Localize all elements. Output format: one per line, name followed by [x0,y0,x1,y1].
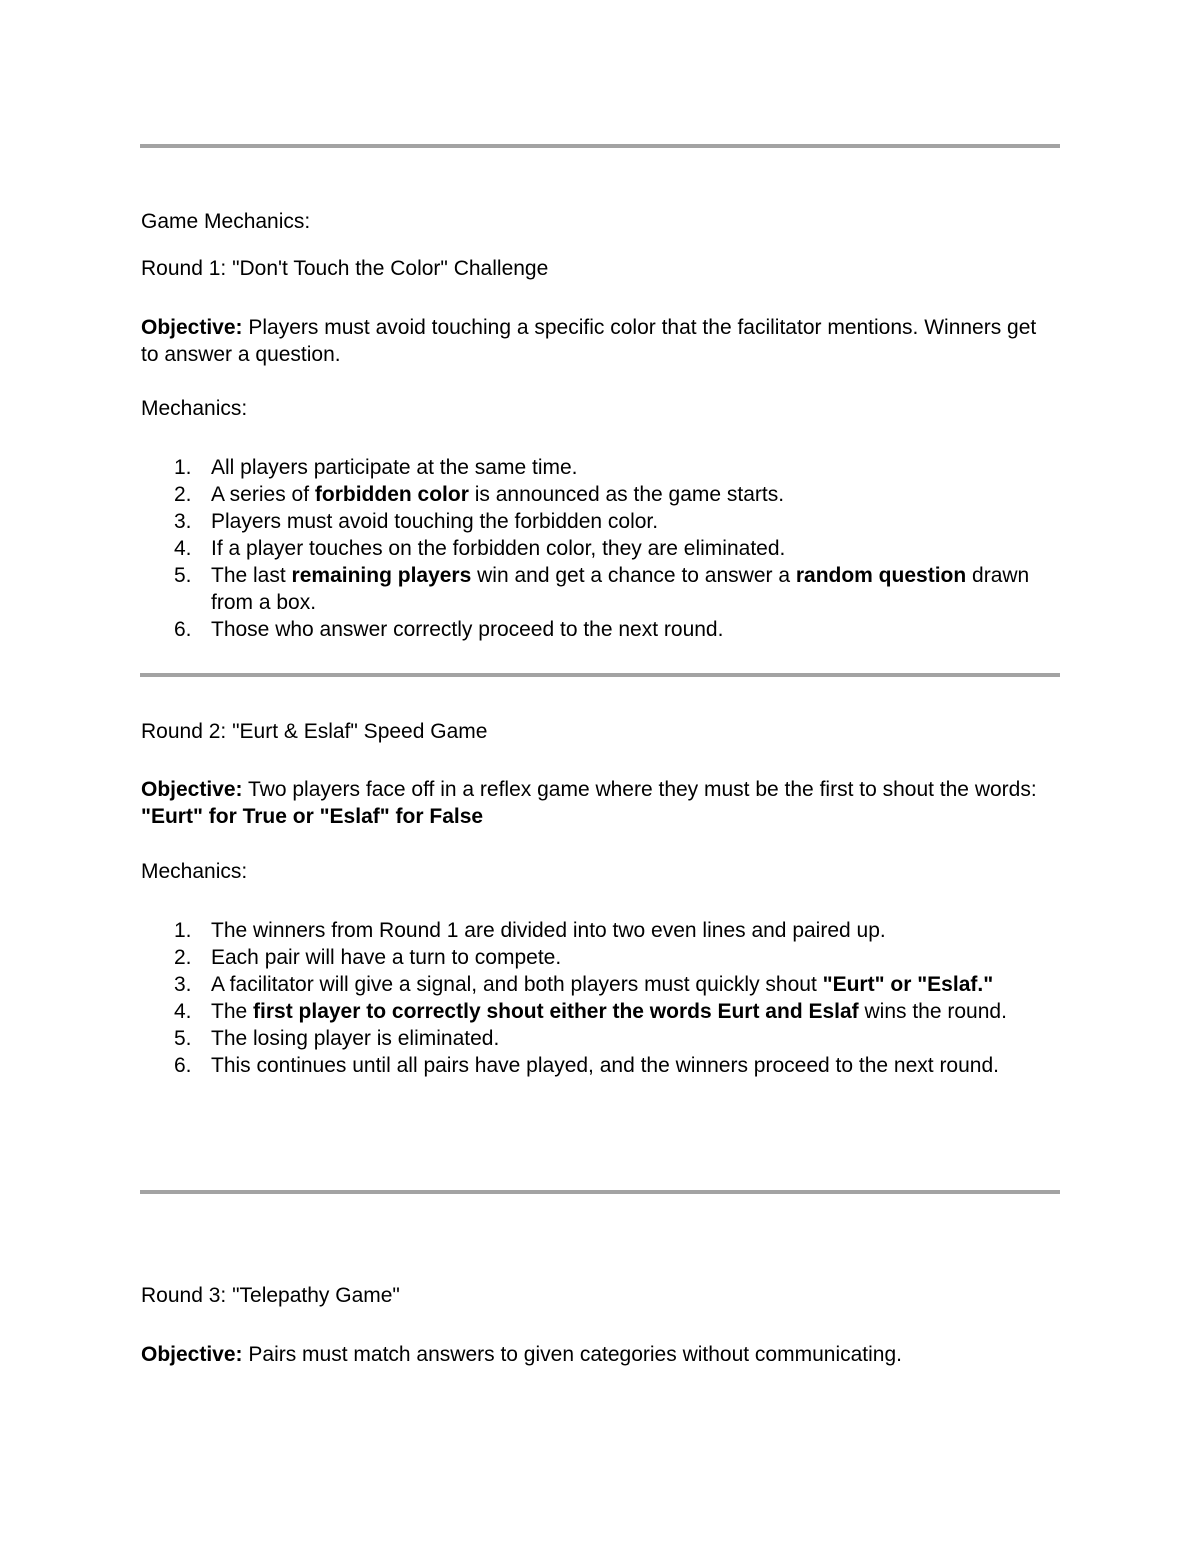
text: drawn from a box. [211,564,1030,614]
round2-objective [141,776,1041,830]
round3-objective-text: Pairs must match answers to given categories without communicating. [242,1343,902,1366]
bold-text: remaining players [291,564,472,587]
text: A facilitator will give a signal, and both players must quickly shout [211,973,823,996]
bold-text: first player to correctly shout either the words Eurt and Eslaf [253,1000,859,1023]
list-number: 5. [174,1027,192,1050]
round2-objective-bold: "Eurt" for True or "Eslaf" for False [141,805,484,828]
round1-divider [140,673,1060,677]
list-number: 1. [174,919,192,942]
round2-divider [140,1190,1060,1194]
text: All players participate at the same time. [211,456,578,479]
list-item [141,1052,1061,1079]
list-item [141,944,1061,971]
round3-title: Round 3: "Telepathy Game" [141,1284,400,1307]
round2-objective-label: Objective: [141,778,243,801]
text: Players must avoid touching the forbidden color. [211,510,659,533]
round1-objective [141,314,1041,368]
list-number: 2. [174,946,192,969]
text: The last [211,564,292,587]
bold-text: random question [795,564,967,587]
list-number: 4. [174,537,192,560]
list-number: 3. [174,510,192,533]
list-number: 1. [174,456,192,479]
list-item [141,562,1061,616]
text: win and get a chance to answer a [471,564,796,587]
text: Those who answer correctly proceed to the next round. [211,618,724,641]
text: If a player touches on the forbidden color, they are eliminated. [211,537,786,560]
list-number: 4. [174,1000,192,1023]
round1-objective-label: Objective: [141,316,243,339]
round1-title: Round 1: "Don't Touch the Color" Challenge [141,257,549,280]
text: This continues until all pairs have played, and the winners proceed to the next round. [211,1054,999,1077]
list-item [141,971,1061,998]
text: The losing player is eliminated. [211,1027,500,1050]
round2-title: Round 2: "Eurt & Eslaf" Speed Game [141,720,488,743]
round2-steps-list [141,917,1061,1079]
list-item [141,481,1061,508]
text: is announced as the game starts. [468,483,785,506]
round3-objective-label: Objective: [141,1343,243,1366]
round1-steps-list [141,454,1061,643]
text: A series of [211,483,315,506]
round1-objective-text: Players must avoid touching a specific color that the facilitator mentions. Winners get to answer a question. [141,316,1037,366]
text: Each pair will have a turn to compete. [211,946,562,969]
list-item [141,508,1061,535]
list-item [141,917,1061,944]
list-number: 6. [174,618,192,641]
round2-objective-text: Two players face off in a reflex game where they must be the first to shout the words: [242,778,1037,801]
text: The winners from Round 1 are divided into two even lines and paired up. [211,919,886,942]
list-number: 6. [174,1054,192,1077]
bold-text: forbidden color [314,483,469,506]
list-number: 5. [174,564,192,587]
list-item [141,616,1061,643]
list-item [141,535,1061,562]
round1-mechanics-label: Mechanics: [141,397,248,420]
round3-objective [141,1341,1041,1368]
text: wins the round. [858,1000,1007,1023]
list-item [141,998,1061,1025]
list-number: 2. [174,483,192,506]
top-divider [140,144,1060,148]
list-item [141,454,1061,481]
list-item [141,1025,1061,1052]
document-title: Game Mechanics: [141,210,311,233]
text: The [211,1000,254,1023]
round2-mechanics-label: Mechanics: [141,860,248,883]
list-number: 3. [174,973,192,996]
bold-text: "Eurt" or "Eslaf." [822,973,994,996]
